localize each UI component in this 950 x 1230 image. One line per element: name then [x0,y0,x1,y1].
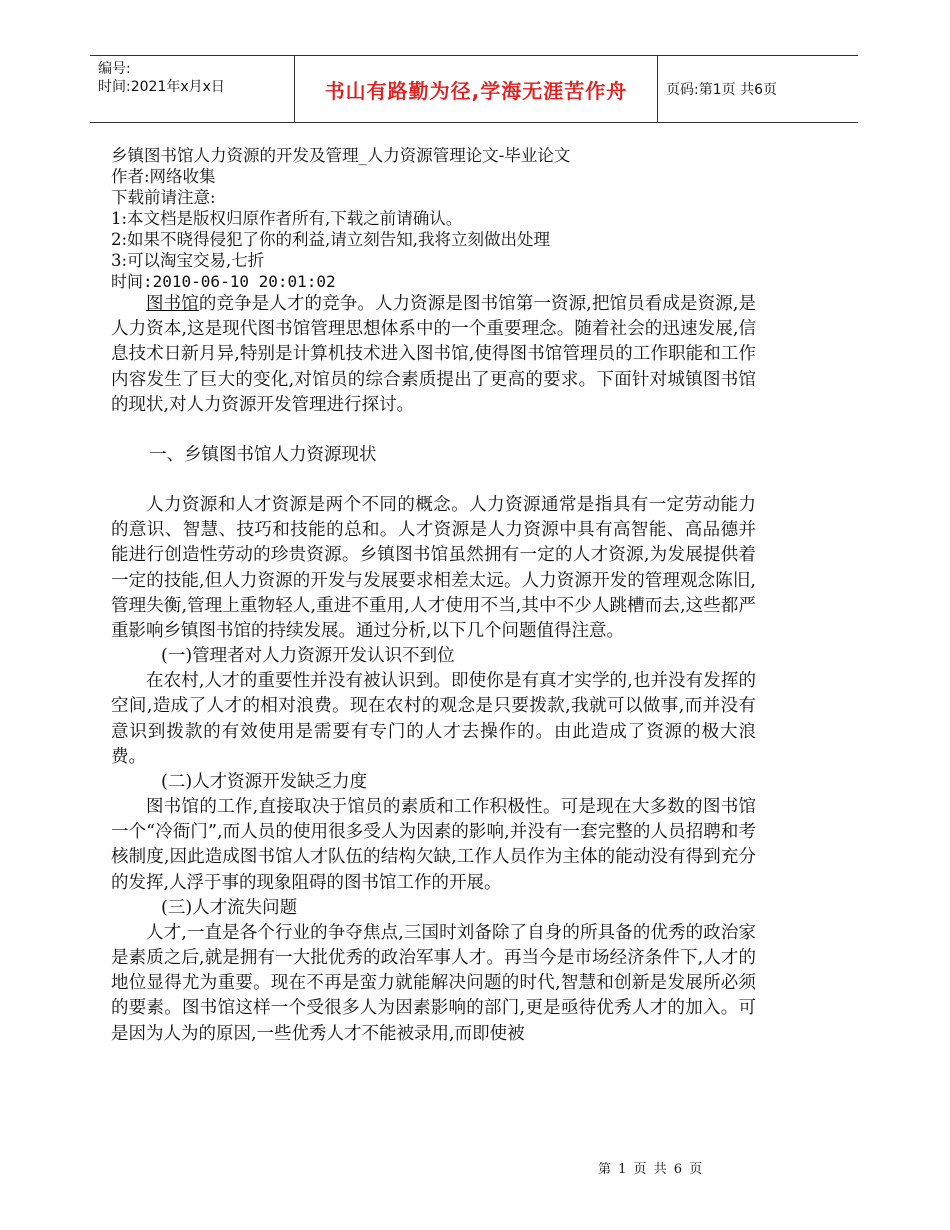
intro-text: 的竞争是人才的竞争。人力资源是图书馆第一资源,把馆员看成是资源,是人力资本,这是现代图书馆管理思想体系中的一个重要理念。随着社会的迅速发展,信息技术日新月异,特别是计算机技术进入图书馆,使得图书馆管理员的工作职能和工作内容发生了巨大的变化,对馆员的综合素质提出了更高的要求。下面针对城镇图书馆的现状,对人力资源开发管理进行探讨。 [111,294,757,415]
notice-2: 2:如果不晓得侵犯了你的利益,请立刻告知,我将立刻做出处理 [111,230,551,249]
header-page-cell [658,56,858,122]
doc-time: 时间:2010-06-10 20:01:02 [111,272,336,291]
header-page-number: 页码:第1页 共6页 [666,82,777,98]
header-time: 时间:2021年x月x日 [98,79,225,95]
subheading-1: (一)管理者对人力资源开发认识不到位 [161,646,455,667]
section-heading-1: 一、乡镇图书馆人力资源现状 [149,445,377,466]
doc-author: 作者:网络收集 [111,167,216,186]
notice-1: 1:本文档是版权归原作者所有,下载之前请确认。 [111,209,463,228]
section1-paragraph-3: 图书馆的工作,直接取决于馆员的素质和工作积极性。可是现在大多数的图书馆一个“冷衙门”,而人员的使用很多受人为因素的影响,并没有一套完整的人员招聘和考核制度,因此造成图书馆人才队伍的结构欠缺,工作人员作为主体的能动没有得到充分的发挥,人浮于事的现象阻碍的图书馆工作的开展。 [111,797,756,893]
subheading-3: (三)人才流失问题 [161,897,298,918]
document-body [111,145,756,1047]
header-motto: 书山有路勤为径,学海无涯苦作舟 [324,78,628,103]
notice-title: 下载前请注意: [111,188,216,207]
header-motto-cell [294,56,658,122]
section1-paragraph-2: 在农村,人才的重要性并没有被认识到。即使你是有真才实学的,也并没有发挥的空间,造成了人才的相对浪费。现在农村的观念是只要拨款,我就可以做事,而并没有意识到拨款的有效使用是需要有专门的人才去操作的。由此造成了资源的极大浪费。 [111,671,756,767]
header-number: 编号: [98,61,131,77]
page-footer: 第 1 页 共 6 页 [598,1162,703,1177]
subheading-2: (二)人才资源开发缺乏力度 [161,772,368,793]
section1-paragraph-1: 人力资源和人才资源是两个不同的概念。人力资源通常是指具有一定劳动能力的意识、智慧、技巧和技能的总和。人才资源是人力资源中具有高智能、高品德并能进行创造性劳动的珍贵资源。乡镇图书馆虽然拥有一定的人才资源,为发展提供着一定的技能,但人力资源的开发与发展要求相差太远。人力资源开发的管理观念陈旧,管理失衡,管理上重物轻人,重进不重用,人才使用不当,其中不少人跳槽而去,这些都严重影响乡镇图书馆的持续发展。通过分析,以下几个问题值得注意。 [111,495,756,642]
notice-3: 3:可以淘宝交易,七折 [111,251,265,270]
intro-paragraph [111,292,756,418]
library-link[interactable]: 图书馆 [146,294,199,314]
page-header [90,55,858,123]
section1-paragraph-4: 人才,一直是各个行业的争夺焦点,三国时刘备除了自身的所具备的优秀的政治家是素质之后,就是拥有一大批优秀的政治军事人才。再当今是市场经济条件下,人才的地位显得尤为重要。现在不再是蛮力就能解决问题的时代,智慧和创新是发展所必须的要素。图书馆这样一个受很多人为因素影响的部门,更是亟待优秀人才的加入。可是因为人为的原因,一些优秀人才不能被录用,而即使被 [111,922,756,1044]
header-info [90,56,294,122]
doc-title: 乡镇图书馆人力资源的开发及管理_人力资源管理论文-毕业论文 [111,146,571,165]
